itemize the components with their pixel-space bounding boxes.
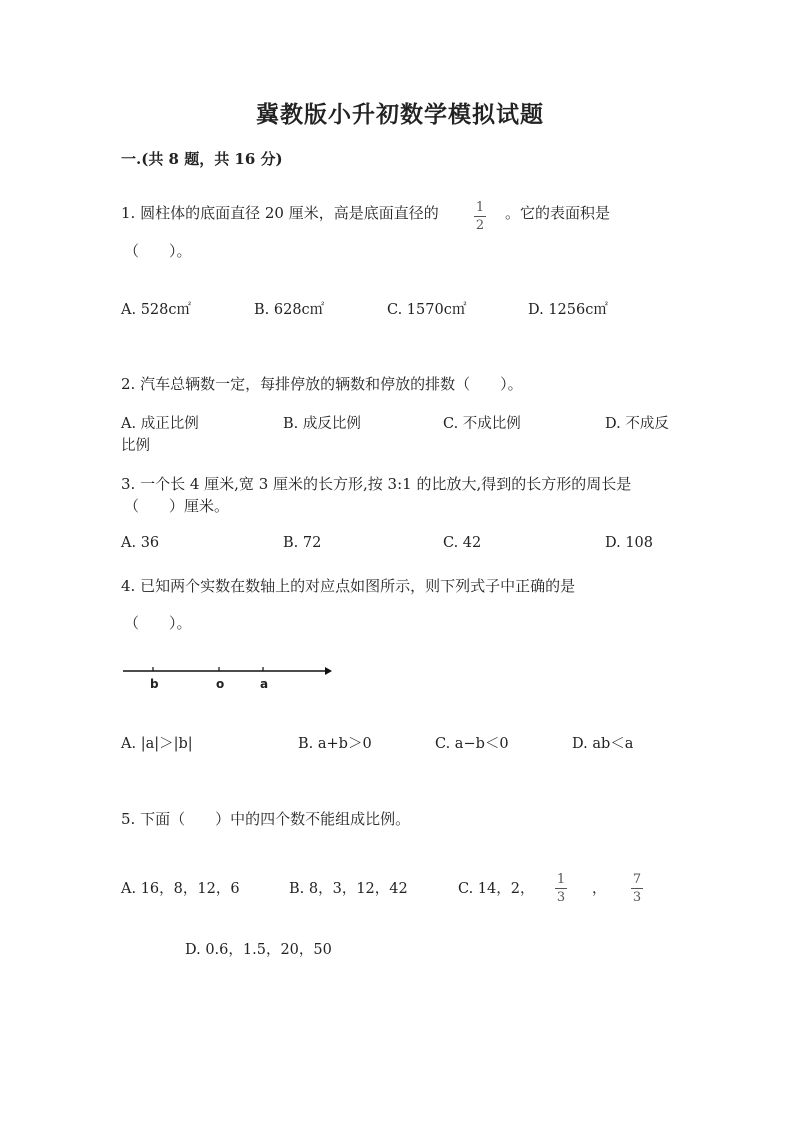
q5-option-a[interactable]: A. 16，8，12，6 (121, 881, 240, 897)
q2-option-b[interactable]: B. 成反比例 (283, 416, 361, 432)
q1-stem-c: （ ）。 (124, 242, 192, 260)
q5-c-frac1-bar (555, 888, 567, 889)
q5-c-frac1-den: 3 (556, 890, 566, 905)
q3-stem-line2: （ ）厘米。 (124, 497, 230, 515)
q3-option-d[interactable]: D. 108 (605, 535, 654, 551)
q5-option-d[interactable]: D. 0.6，1.5，20，50 (185, 942, 332, 958)
q1-frac-bar (474, 216, 486, 217)
q1-frac-den: 2 (475, 218, 485, 233)
q5-option-b[interactable]: B. 8，3，12，42 (289, 881, 408, 897)
axis-label-b: b (150, 677, 159, 691)
q5-c-fraction-1 (555, 872, 567, 905)
q5-c-fraction-2 (631, 872, 643, 905)
q5-c-frac2-bar (631, 888, 643, 889)
q4-option-b[interactable]: B. a+b＞0 (298, 736, 372, 752)
q4-option-a[interactable]: A. |a|＞|b| (121, 736, 193, 752)
q2-stem: 2. 汽车总辆数一定，每排停放的辆数和停放的排数（ ）。 (121, 375, 523, 393)
q4-stem-line1: 4. 已知两个实数在数轴上的对应点如图所示，则下列式子中正确的是 (121, 577, 576, 595)
axis-label-a: a (260, 677, 269, 691)
q4-stem-line2: （ ）。 (124, 614, 192, 632)
q1-option-d[interactable]: D. 1256c㎡ (528, 302, 608, 318)
q3-option-c[interactable]: C. 42 (443, 535, 482, 551)
q5-stem: 5. 下面（ ）中的四个数不能组成比例。 (121, 810, 411, 828)
q1-option-b[interactable]: B. 628c㎡ (254, 302, 325, 318)
q2-option-d[interactable]: D. 不成反 (605, 416, 669, 432)
q2-option-d-wrap: 比例 (121, 438, 150, 454)
page-title: 冀教版小升初数学模拟试题 (256, 101, 544, 128)
q5-c-separator: ， (592, 881, 607, 897)
q3-option-a[interactable]: A. 36 (121, 535, 160, 551)
q5-c-frac1-num: 1 (556, 872, 566, 887)
number-line-arrow (325, 667, 332, 675)
q5-c-frac2-num: 7 (632, 872, 642, 887)
q1-stem-a: 1. 圆柱体的底面直径 20 厘米，高是底面直径的 (121, 204, 439, 222)
section-heading: 一.(共 8 题，共 16 分) (121, 150, 283, 168)
axis-label-o: o (216, 677, 225, 691)
q2-option-c[interactable]: C. 不成比例 (443, 416, 521, 432)
q5-option-c[interactable]: C. 14，2， (458, 881, 535, 897)
q3-option-b[interactable]: B. 72 (283, 535, 322, 551)
q1-frac-num: 1 (475, 200, 485, 215)
q1-stem-b: 。它的表面积是 (505, 204, 611, 222)
q1-option-c[interactable]: C. 1570c㎡ (387, 302, 467, 318)
q2-option-a[interactable]: A. 成正比例 (121, 416, 199, 432)
q1-option-a[interactable]: A. 528c㎡ (121, 302, 191, 318)
q3-stem-line1: 3. 一个长 4 厘米,宽 3 厘米的长方形,按 3:1 的比放大,得到的长方形的周长是 (121, 475, 632, 493)
q4-option-d[interactable]: D. ab＜a (572, 736, 634, 752)
q1-fraction (474, 200, 486, 233)
q5-c-frac2-den: 3 (632, 890, 642, 905)
q4-option-c[interactable]: C. a−b＜0 (435, 736, 509, 752)
